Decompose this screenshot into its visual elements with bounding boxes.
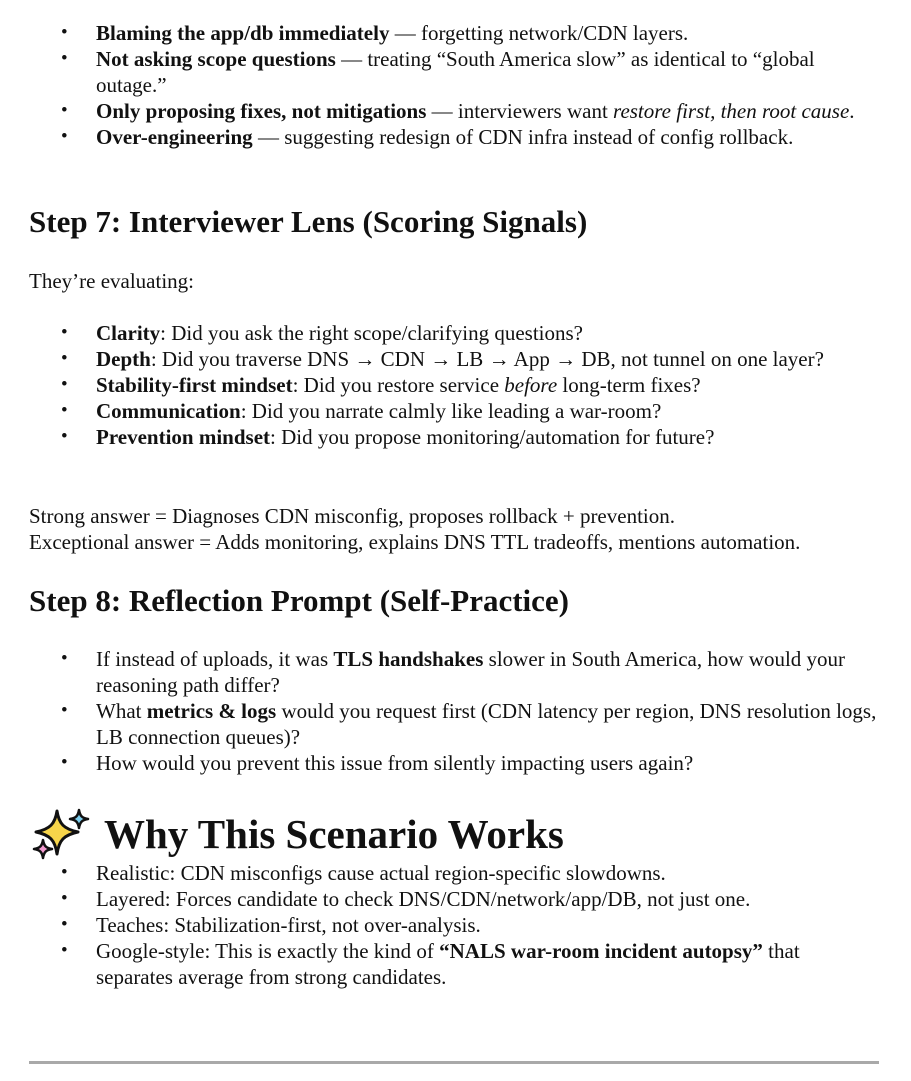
list-item: • Depth: Did you traverse DNS → CDN → LB → App → DB, not tunnel on one layer? <box>0 346 911 372</box>
step7-heading: Step 7: Interviewer Lens (Scoring Signals) <box>29 204 588 239</box>
step8-heading: Step 8: Reflection Prompt (Self-Practice) <box>29 583 570 618</box>
list-item: • How would you prevent this issue from silently impacting users again? <box>0 750 911 776</box>
list-item: • Prevention mindset: Did you propose monitoring/automation for future? <box>0 424 911 450</box>
list-item: • Teaches: Stabilization-first, not over-analysis. <box>0 912 911 938</box>
horizontal-divider <box>29 1061 879 1064</box>
list-item: • Over-engineering — suggesting redesign of CDN infra instead of config rollback. <box>0 124 911 150</box>
list-item: • What metrics & logs would you request first (CDN latency per region, DNS resolution logs, LB connection queues)? <box>0 698 911 750</box>
list-item: • Communication: Did you narrate calmly like leading a war-room? <box>0 398 911 424</box>
list-item: • Layered: Forces candidate to check DNS/CDN/network/app/DB, not just one. <box>0 886 911 912</box>
why-scenario-heading <box>31 808 564 860</box>
list-item: • Only proposing fixes, not mitigations — interviewers want restore first, then root cause. <box>0 98 911 124</box>
reflection-prompts-list <box>0 646 911 776</box>
step7-intro: They’re evaluating: <box>29 269 195 293</box>
scoring-signals-list <box>0 320 911 450</box>
list-item: • Stability-first mindset: Did you restore service before long-term fixes? <box>0 372 911 398</box>
list-item: • Realistic: CDN misconfigs cause actual region-specific slowdowns. <box>0 860 911 886</box>
list-item: • Blaming the app/db immediately — forgetting network/CDN layers. <box>0 20 911 46</box>
list-item: • Not asking scope questions — treating “South America slow” as identical to “global outage.” <box>0 46 911 98</box>
list-item: • Google-style: This is exactly the kind of “NALS war-room incident autopsy” that separates average from strong candidates. <box>0 938 911 990</box>
common-mistakes-list <box>0 20 911 150</box>
list-item: • If instead of uploads, it was TLS handshakes slower in South America, how would your reasoning path differ? <box>0 646 911 698</box>
list-item: • Clarity: Did you ask the right scope/clarifying questions? <box>0 320 911 346</box>
sparkles-icon <box>31 808 93 860</box>
exceptional-answer-text: Exceptional answer = Adds monitoring, explains DNS TTL tradeoffs, mentions automation. <box>29 530 801 554</box>
why-scenario-list <box>0 860 911 990</box>
strong-answer-text: Strong answer = Diagnoses CDN misconfig, proposes rollback + prevention. <box>29 504 675 528</box>
why-scenario-title: Why This Scenario Works <box>104 811 564 857</box>
